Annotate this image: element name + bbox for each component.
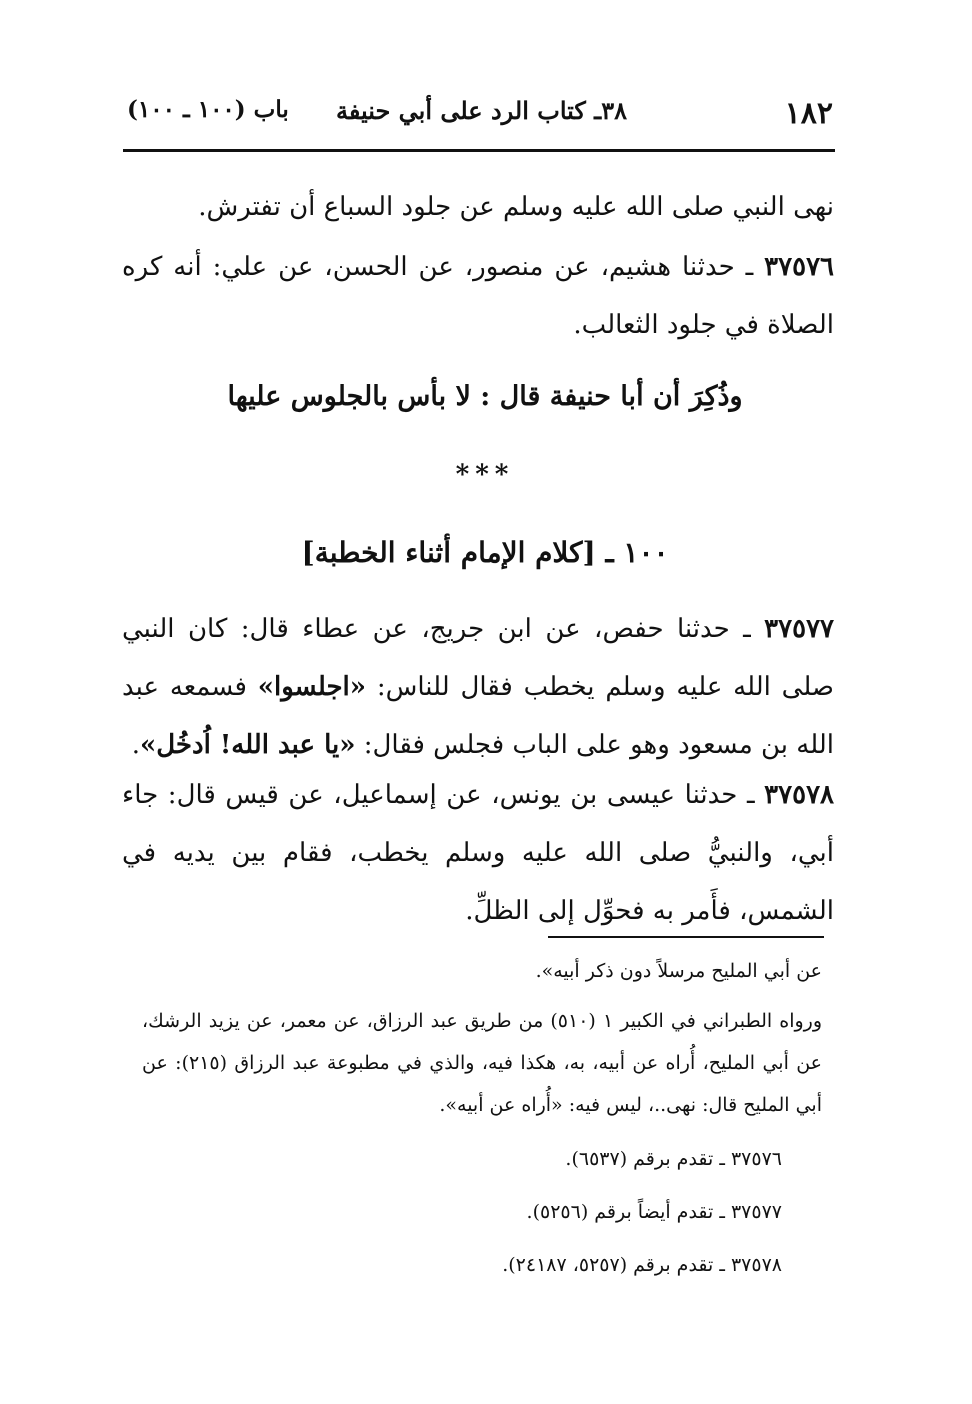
footnote-rule (548, 936, 824, 938)
chapter-range: باب (١٠٠ ـ ١٠٠) (127, 96, 289, 123)
section-title: ١٠٠ ـ [كلام الإمام أثناء الخطبة] (301, 536, 669, 569)
hadith-text: فسمعه عبد الله بن مسعود وهو على الباب فجلس فقال: (122, 672, 834, 760)
hadith-37578 (122, 766, 834, 940)
hadith-37577 (122, 600, 834, 774)
hadith-text: . (131, 730, 140, 760)
quoted-speech: «اجلسوا» (257, 672, 367, 702)
hadith-text: ـ حدثنا حفص، عن ابن جريج، عن عطاء قال: كان النبي صلى الله عليه وسلم يخطب فقال للناس: (122, 614, 834, 702)
footnote-37577: ٣٧٥٧٧ ـ تقدم أيضاً برقم (٥٢٥٦). (526, 1201, 782, 1223)
abu-hanifa-statement: وذُكِرَ أن أبا حنيفة قال : لا بأس بالجلوس عليها (227, 381, 743, 412)
footnote-continuation: عن أبي المليح مرسلاً دون ذكر أبيه». (535, 960, 822, 982)
footnote-37576: ٣٧٥٧٦ ـ تقدم برقم (٦٥٣٧). (565, 1148, 782, 1170)
book-title: ٣٨ـ كتاب الرد على أبي حنيفة (335, 96, 627, 125)
hadith-number: ٣٧٥٧٧ (764, 614, 834, 644)
hadith-number: ٣٧٥٧٦ (764, 252, 834, 282)
hadith-37576 (122, 238, 834, 354)
footnote-37578: ٣٧٥٧٨ ـ تقدم برقم (٥٢٥٧، ٢٤١٨٧). (502, 1254, 782, 1276)
continuation-line: نهى النبي صلى الله عليه وسلم عن جلود السباع أن تفترش. (198, 192, 834, 222)
hadith-number: ٣٧٥٧٨ (764, 780, 834, 810)
hadith-text: ـ حدثنا هشيم، عن منصور، عن الحسن، عن علي: أنه كره الصلاة في جلود الثعالب. (122, 252, 834, 340)
page-number: ١٨٢ (784, 96, 833, 131)
running-head (123, 88, 835, 144)
section-separator: *** (455, 460, 515, 490)
quoted-speech: «يا عبد الله! اُدخُل» (139, 730, 356, 760)
footnote-tabarani: ورواه الطبراني في الكبير ١ (٥١٠) من طريق عبد الرزاق، عن معمر، عن يزيد الرشك، عن أبي المليح، أُراه عن أبيه، به، هكذا فيه، والذي في مطبوعة عبد الرزاق (٢١٥): عن أبي المليح قال: نهى..، ليس فيه: «أُراه عن أبيه». (142, 1010, 823, 1116)
header-rule (123, 149, 835, 152)
hadith-text: ـ حدثنا عيسى بن يونس، عن إسماعيل، عن قيس قال: جاء أبي، والنبيُّ صلى الله عليه وسلم يخطب، فقام بين يديه في الشمس، فأَمر به فحوِّل إلى الظلِّ. (122, 780, 834, 926)
